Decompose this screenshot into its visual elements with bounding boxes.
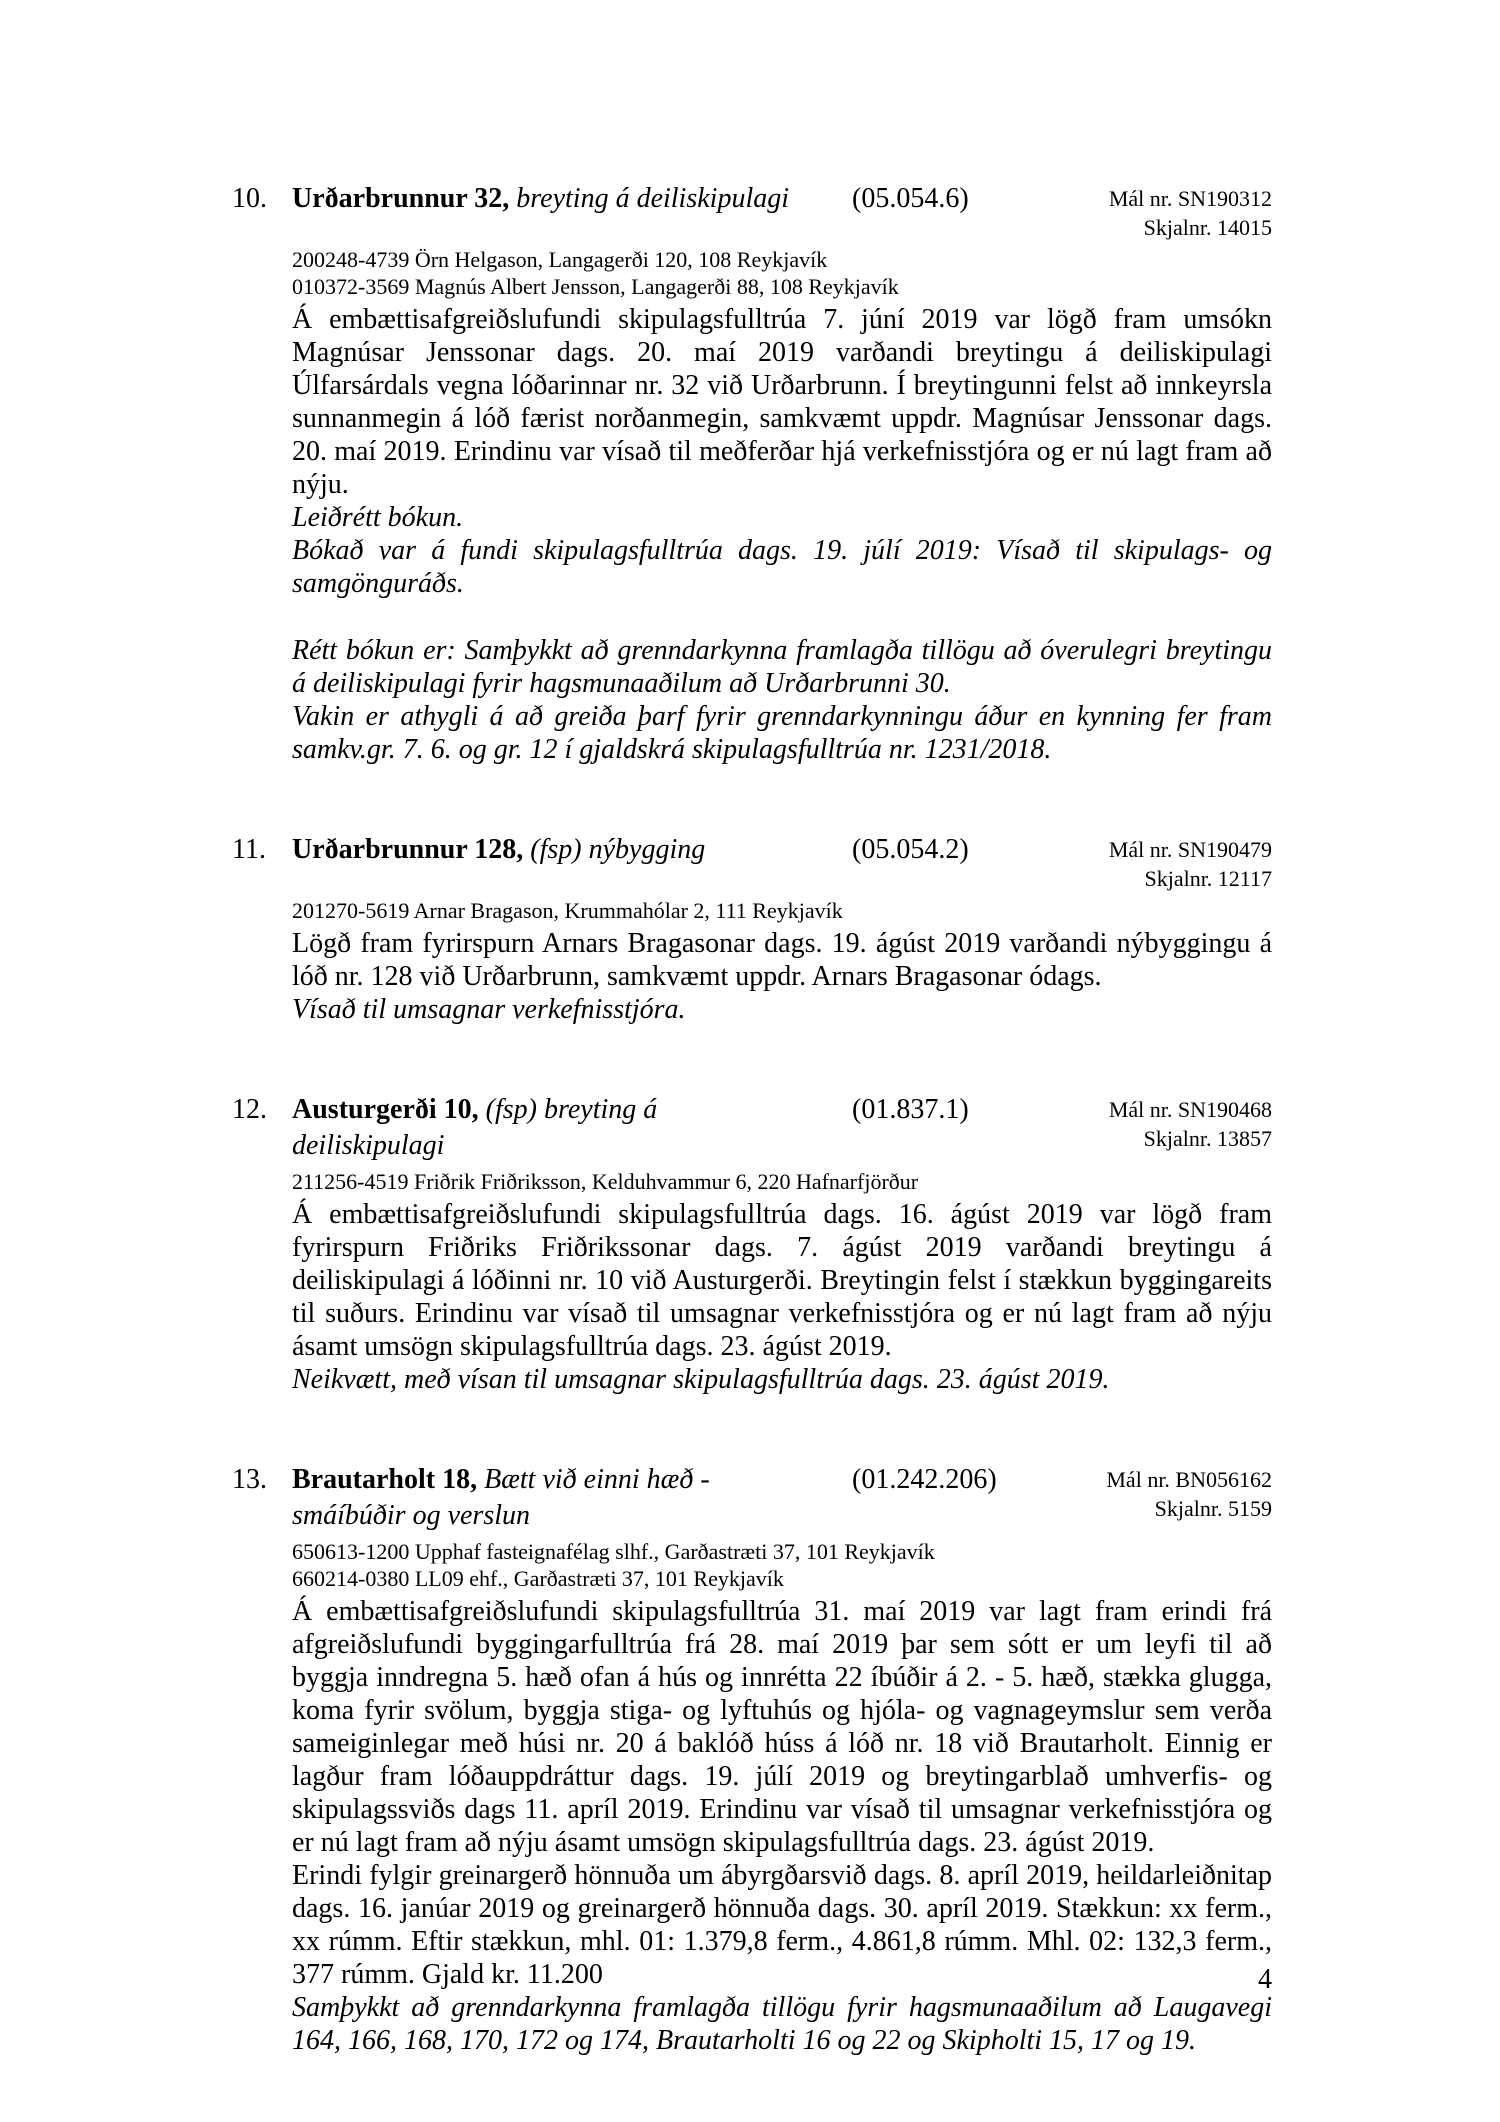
case-location-code: (01.837.1) xyxy=(852,1094,969,1125)
item-title xyxy=(292,1462,852,1534)
case-number: Mál nr. SN190479 xyxy=(1108,837,1272,862)
applicant-list xyxy=(292,897,1272,924)
case-number: Mál nr. BN056162 xyxy=(1106,1467,1272,1492)
item-number: 11. xyxy=(232,834,266,865)
document-number: Skjalnr. 14015 xyxy=(1143,215,1272,240)
document-number: Skjalnr. 13857 xyxy=(1143,1126,1272,1151)
item-title-subject: breyting á deiliskipulagi xyxy=(516,183,789,214)
document-number: Skjalnr. 5159 xyxy=(1154,1496,1272,1521)
item-header xyxy=(292,181,1272,242)
applicant-line: 660214-0380 LL09 ehf., Garðastræti 37, 101 Reykjavík xyxy=(292,1566,784,1591)
applicant-list xyxy=(292,246,1272,300)
item-title xyxy=(292,181,852,217)
item-title-subject: (fsp) nýbygging xyxy=(530,834,706,865)
applicant-list xyxy=(292,1538,1272,1592)
item-title xyxy=(292,1092,852,1164)
item-title-subject: (fsp) breyting á xyxy=(485,1094,658,1125)
case-location-code: (01.242.206) xyxy=(852,1464,997,1495)
case-meta xyxy=(1106,1462,1272,1523)
applicant-list xyxy=(292,1168,1272,1195)
paragraph: Bókað var á fundi skipulagsfulltrúa dags. 19. júlí 2019: Vísað til skipulags- og samgönguráðs. xyxy=(292,535,1272,599)
paragraph: Á embættisafgreiðslufundi skipulagsfulltrúa dags. 16. ágúst 2019 var lögð fram fyrirspurn Friðriks Friðrikssonar dags. 7. ágúst 2019 varðandi breytingu á deiliskipulagi á lóðinni nr. 10 við Austurgerði. Breytingin felst í stækkun byggingareits til suðurs. Erindinu var vísað til umsagnar verkefnisstjóra og er nú lagt fram að nýju ásamt umsögn skipulagsfulltrúa dags. 23. ágúst 2019. xyxy=(292,1199,1272,1362)
item-number: 10. xyxy=(232,183,267,214)
case-meta xyxy=(1109,1092,1272,1153)
item-title-address: Brautarholt 18, xyxy=(292,1464,478,1495)
applicant-line: 201270-5619 Arnar Bragason, Krummahólar 2, 111 Reykjavík xyxy=(292,898,843,923)
item-header xyxy=(292,1462,1272,1534)
agenda-item-12 xyxy=(232,1092,1272,1396)
document-number: Skjalnr. 12117 xyxy=(1144,866,1272,891)
case-meta xyxy=(1109,181,1272,242)
applicant-line: 650613-1200 Upphaf fasteignafélag slhf., Garðastræti 37, 101 Reykjavík xyxy=(292,1539,935,1564)
paragraph: Lögð fram fyrirspurn Arnars Bragasonar dags. 19. ágúst 2019 varðandi nýbyggingu á lóð nr. 128 við Urðarbrunn, samkvæmt uppdr. Arnars Bragasonar ódags. xyxy=(292,928,1272,992)
agenda-item-13 xyxy=(232,1462,1272,2057)
paragraph: Vísað til umsagnar verkefnisstjóra. xyxy=(292,994,686,1025)
item-title-address: Urðarbrunnur 128, xyxy=(292,834,524,865)
paragraph: Rétt bókun er: Samþykkt að grenndarkynna framlagða tillögu að óverulegri breytingu á deiliskipulagi fyrir hagsmunaaðilum að Urðarbrunni 30. xyxy=(292,635,1272,699)
applicant-line: 211256-4519 Friðrik Friðriksson, Kelduhvammur 6, 220 Hafnarfjörður xyxy=(292,1169,919,1194)
item-number: 12. xyxy=(232,1094,267,1125)
paragraph: Samþykkt að grenndarkynna framlagða tillögu fyrir hagsmunaaðilum að Laugavegi 164, 166, 168, 170, 172 og 174, Brautarholti 16 og 22 og Skipholti 15, 17 og 19. xyxy=(292,1992,1272,2056)
applicant-line: 010372-3569 Magnús Albert Jensson, Langagerði 88, 108 Reykjavík xyxy=(292,274,899,299)
paragraph-spacer xyxy=(292,600,1272,634)
item-title xyxy=(292,832,852,868)
item-title-address: Urðarbrunnur 32, xyxy=(292,183,510,214)
agenda-item-11 xyxy=(232,832,1272,1026)
paragraph: Neikvætt, með vísan til umsagnar skipulagsfulltrúa dags. 23. ágúst 2019. xyxy=(292,1364,1110,1395)
paragraph: Á embættisafgreiðslufundi skipulagsfulltrúa 7. júní 2019 var lögð fram umsókn Magnúsar Jenssonar dags. 20. maí 2019 varðandi breytingu á deiliskipulagi Úlfarsárdals vegna lóðarinnar nr. 32 við Urðarbrunn. Í breytingunni felst að innkeyrsla sunnanmegin á lóð færist norðanmegin, samkvæmt uppdr. Magnúsar Jenssonar dags. 20. maí 2019. Erindinu var vísað til meðferðar hjá verkefnisstjóra og er nú lagt fram að nýju. xyxy=(292,304,1272,500)
item-title-subject-line2: smáíbúðir og verslun xyxy=(292,1500,530,1531)
agenda-item-10 xyxy=(232,181,1272,766)
case-number: Mál nr. SN190312 xyxy=(1108,186,1272,211)
applicant-line: 200248-4739 Örn Helgason, Langagerði 120, 108 Reykjavík xyxy=(292,247,828,272)
paragraph: Erindi fylgir greinargerð hönnuða um ábyrgðarsvið dags. 8. apríl 2019, heildarleiðnitap dags. 16. janúar 2019 og greinargerð hönnuða dags. 30. apríl 2019. Stækkun: xx ferm., xx rúmm. Eftir stækkun, mhl. 01: 1.379,8 ferm., 4.861,8 rúmm. Mhl. 02: 132,3 ferm., 377 rúmm. Gjald kr. 11.200 xyxy=(292,1860,1272,1990)
item-title-subject: Bætt við einni hæð - xyxy=(484,1464,710,1495)
page-number: 4 xyxy=(1258,1964,1272,1995)
item-header xyxy=(292,1092,1272,1164)
case-meta xyxy=(1109,832,1272,893)
item-title-address: Austurgerði 10, xyxy=(292,1094,479,1125)
paragraph: Leiðrétt bókun. xyxy=(292,502,464,533)
case-number: Mál nr. SN190468 xyxy=(1108,1097,1272,1122)
paragraph: Vakin er athygli á að greiða þarf fyrir grenndarkynningu áður en kynning fer fram samkv.gr. 7. 6. og gr. 12 í gjaldskrá skipulagsfulltrúa nr. 1231/2018. xyxy=(292,701,1272,765)
item-title-subject-line2: deiliskipulagi xyxy=(292,1130,445,1161)
case-location-code: (05.054.2) xyxy=(852,834,969,865)
paragraph: Á embættisafgreiðslufundi skipulagsfulltrúa 31. maí 2019 var lagt fram erindi frá afgreiðslufundi byggingarfulltrúa frá 28. maí 2019 þar sem sótt er um leyfi til að byggja inndregna 5. hæð ofan á hús og innrétta 22 íbúðir á 2. - 5. hæð, stækka glugga, koma fyrir svölum, byggja stiga- og lyftuhús og hjóla- og vagnageymslur sem verða sameiginlegar með húsi nr. 20 á baklóð húss á lóð nr. 18 við Brautarholt. Einnig er lagður fram lóðauppdráttur dags. 19. júlí 2019 og breytingarblað umhverfis- og skipulagssviðs dags 11. apríl 2019. Erindinu var vísað til umsagnar verkefnisstjóra og er nú lagt fram að nýju ásamt umsögn skipulagsfulltrúa dags. 23. ágúst 2019. xyxy=(292,1596,1272,1858)
item-number: 13. xyxy=(232,1464,267,1495)
case-location-code: (05.054.6) xyxy=(852,183,969,214)
item-header xyxy=(292,832,1272,893)
